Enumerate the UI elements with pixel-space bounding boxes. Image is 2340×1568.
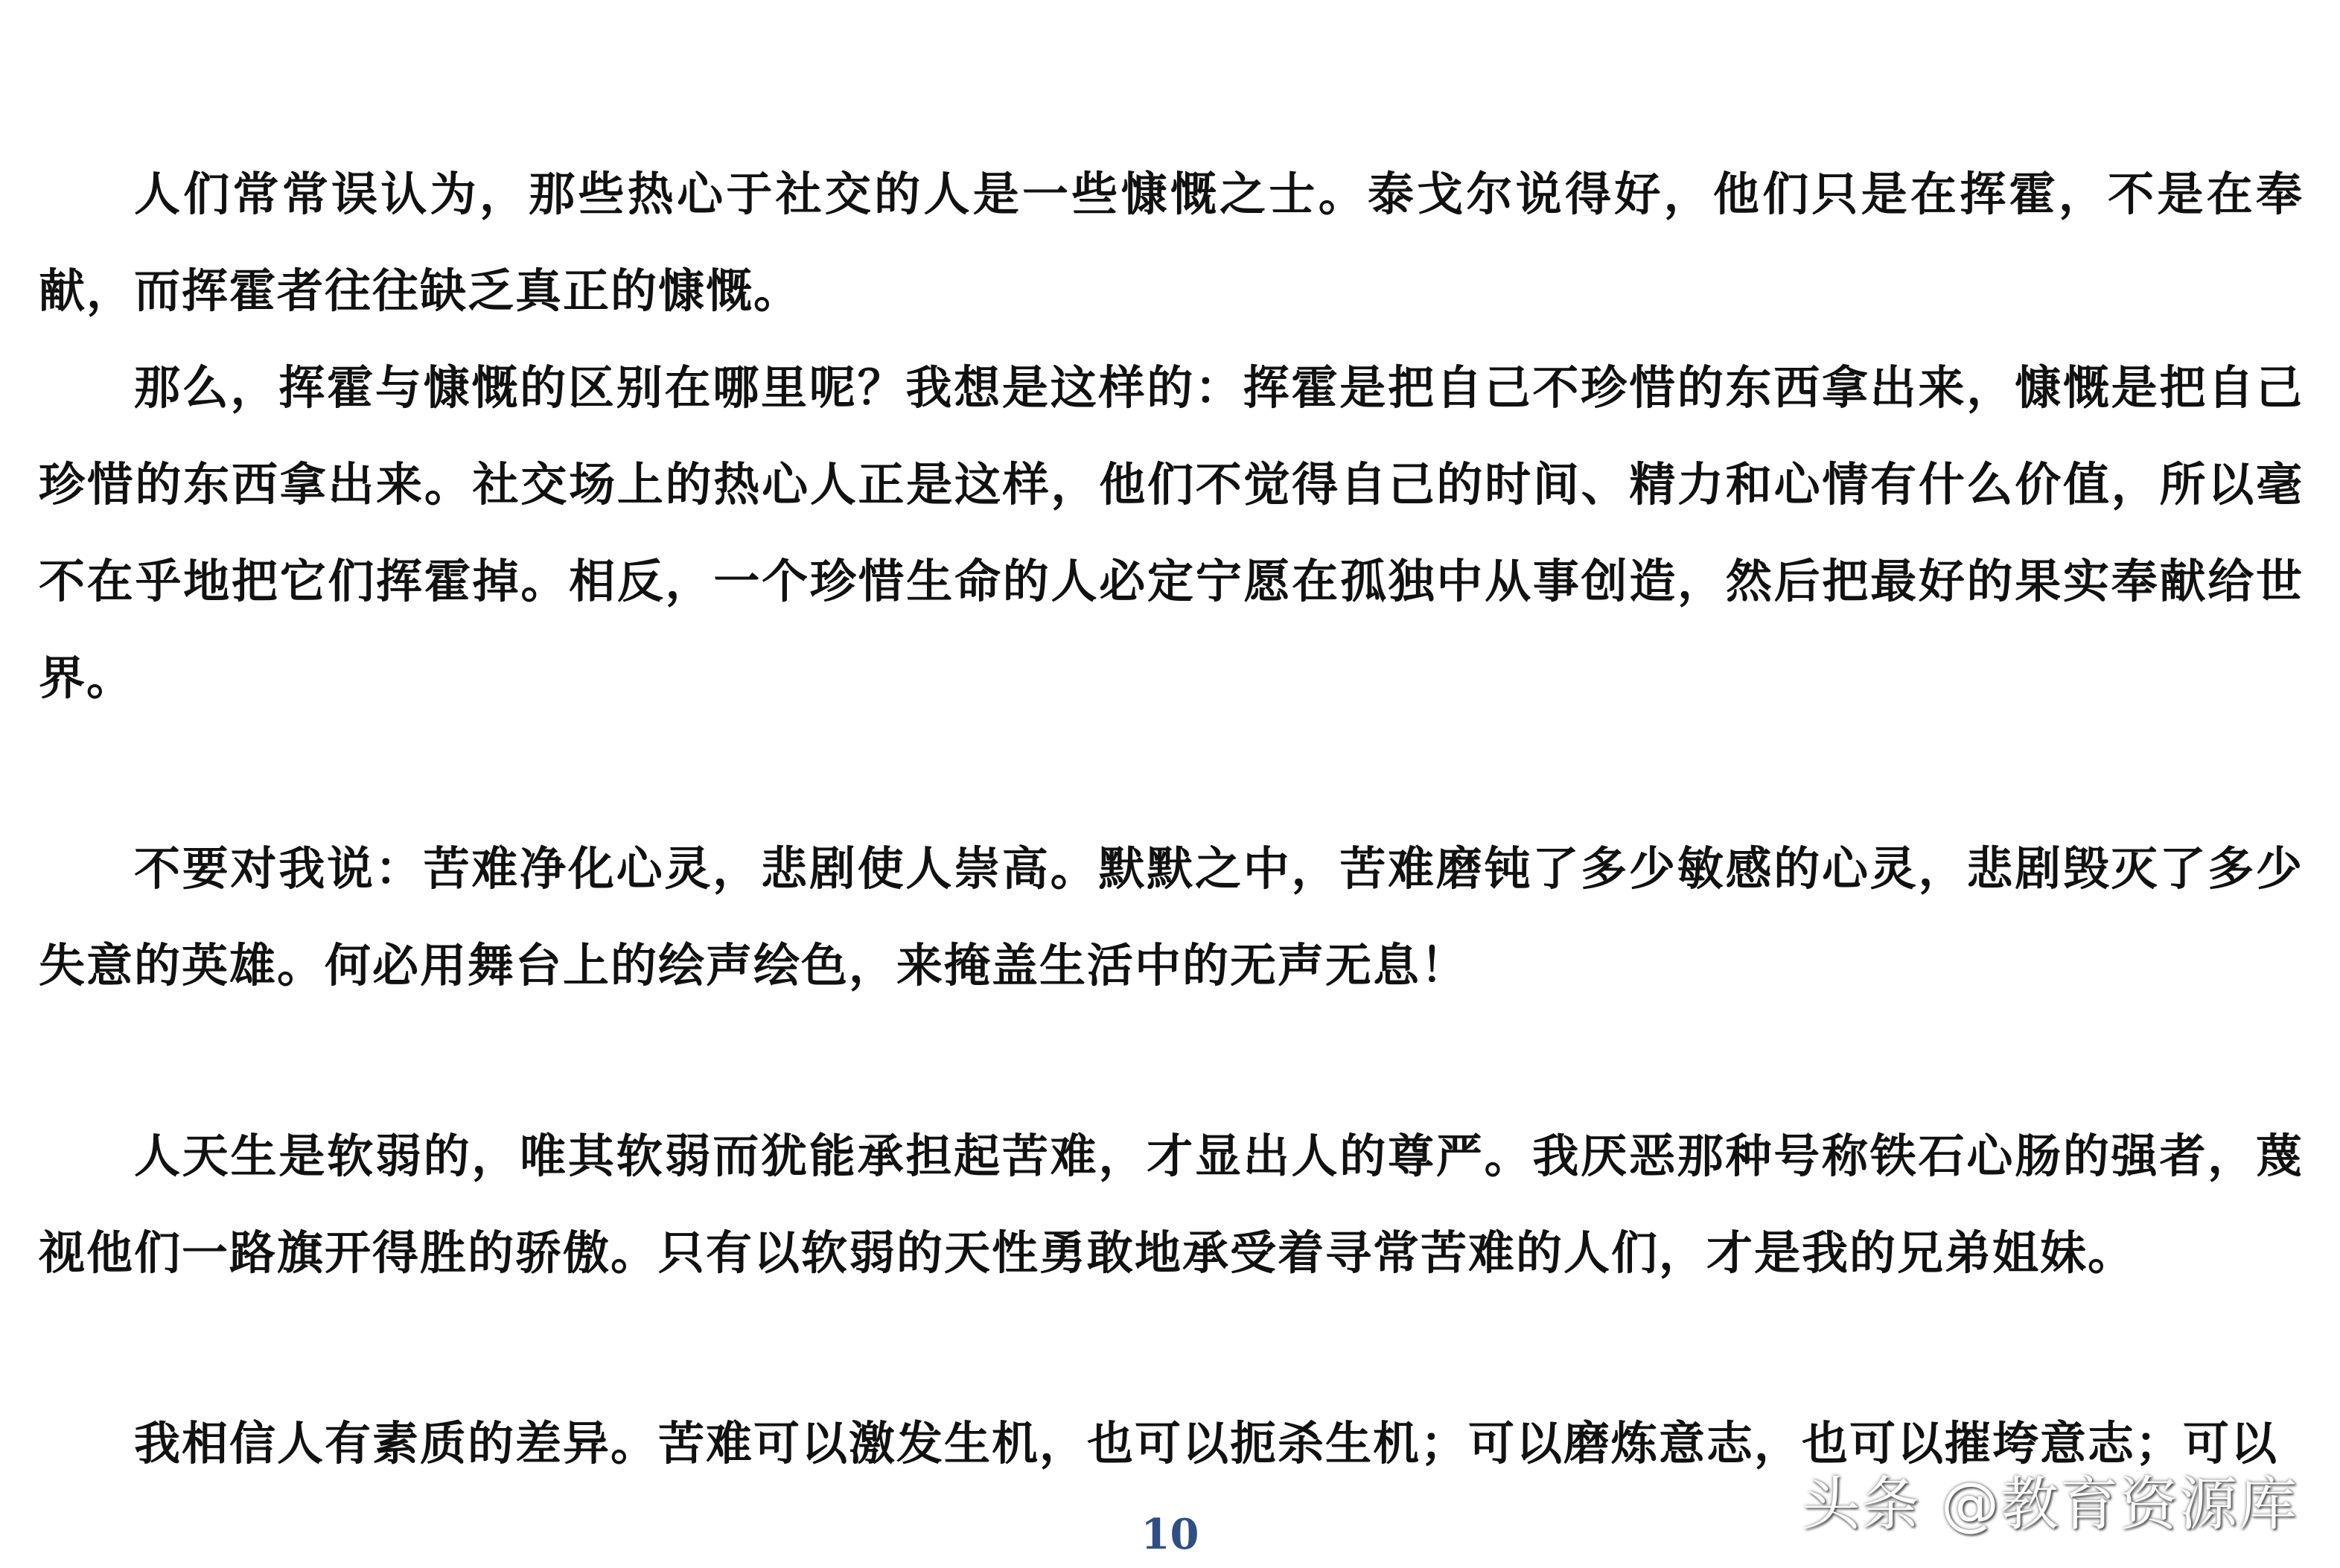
document-body [39, 146, 2304, 1492]
watermark-text: 头条 @教育资源库 [1802, 1471, 2298, 1538]
paragraph-3: 不要对我说：苦难净化心灵，悲剧使人崇高。默默之中，苦难磨钝了多少敏感的心灵，悲剧毁灭了多少失意的英雄。何必用舞台上的绘声绘色，来掩盖生活中的无声无息！ [39, 841, 2304, 992]
paragraph-5: 我相信人有素质的差异。苦难可以激发生机，也可以扼杀生机；可以磨炼意志，也可以摧垮意志；可以 [134, 1416, 2279, 1470]
page-number: 10 [1141, 1510, 1199, 1559]
paragraph-1: 人们常常误认为，那些热心于社交的人是一些慷慨之士。泰戈尔说得好，他们只是在挥霍，不是在奉献，而挥霍者往往缺乏真正的慷慨。 [39, 167, 2304, 318]
paragraph-4: 人天生是软弱的，唯其软弱而犹能承担起苦难，才显出人的尊严。我厌恶那种号称铁石心肠的强者，蔑视他们一路旗开得胜的骄傲。只有以软弱的天性勇敢地承受着寻常苦难的人们，才是我的兄弟姐妹。 [39, 1129, 2304, 1280]
paragraph-2: 那么，挥霍与慷慨的区别在哪里呢？我想是这样的：挥霍是把自己不珍惜的东西拿出来，慷慨是把自己珍惜的东西拿出来。社交场上的热心人正是这样，他们不觉得自己的时间、精力和心情有什么价值，所以毫不在乎地把它们挥霍掉。相反，一个珍惜生命的人必定宁愿在孤独中从事创造，然后把最好的果实奉献给世界。 [39, 360, 2304, 705]
